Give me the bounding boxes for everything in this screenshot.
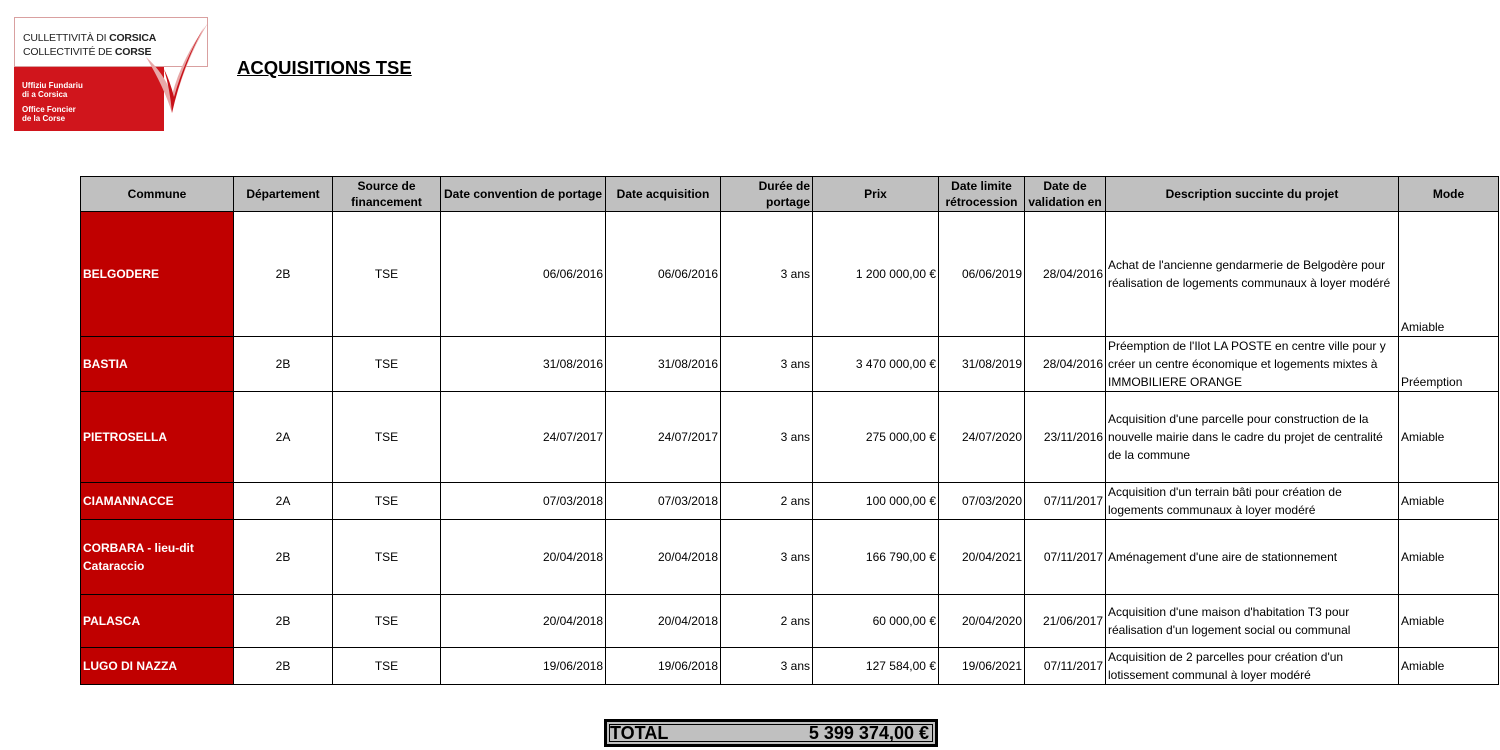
logo-line2-bold: CORSE — [114, 46, 152, 58]
cell-mode: Amiable — [1399, 520, 1499, 595]
table-row — [81, 212, 1499, 337]
cell-source: TSE — [333, 648, 441, 685]
cell-departement: 2B — [234, 520, 333, 595]
cell-date-validation: 07/11/2017 — [1025, 483, 1106, 520]
cell-source: TSE — [333, 595, 441, 648]
cell-commune: BELGODERE — [81, 212, 234, 337]
logo-line1-bold: CORSICA — [109, 32, 157, 44]
cell-date-validation: 07/11/2017 — [1025, 648, 1106, 685]
cell-mode: Amiable — [1399, 392, 1499, 483]
cell-mode: Amiable — [1399, 595, 1499, 648]
cell-prix: 60 000,00 € — [813, 595, 939, 648]
header-source: Source de financement — [333, 177, 441, 212]
cell-duree: 3 ans — [721, 212, 813, 337]
cell-date-acquisition: 20/04/2018 — [606, 595, 721, 648]
cell-commune: CORBARA - lieu-dit Cataraccio — [81, 520, 234, 595]
cell-prix: 3 470 000,00 € — [813, 337, 939, 392]
header-commune: Commune — [81, 177, 234, 212]
header-duree: Durée de portage — [721, 177, 813, 212]
cell-description: Acquisition de 2 parcelles pour création d'un lotissement communal à loyer modéré — [1106, 648, 1399, 685]
cell-date-acquisition: 07/03/2018 — [606, 483, 721, 520]
header-departement: Département — [234, 177, 333, 212]
cell-date-limite: 19/06/2021 — [939, 648, 1025, 685]
cell-source: TSE — [333, 483, 441, 520]
cell-duree: 3 ans — [721, 392, 813, 483]
cell-description: Achat de l'ancienne gendarmerie de Belgodère pour réalisation de logements communaux à loyer modéré — [1106, 212, 1399, 337]
header-mode: Mode — [1399, 177, 1499, 212]
table-header-row — [81, 177, 1499, 212]
cell-prix: 275 000,00 € — [813, 392, 939, 483]
cell-description: Préemption de l'Ilot LA POSTE en centre ville pour y créer un centre économique et logements mixtes à IMMOBILIERE ORANGE — [1106, 337, 1399, 392]
header-date-validation: Date de validation en — [1025, 177, 1106, 212]
cell-duree: 3 ans — [721, 520, 813, 595]
table-row — [81, 648, 1499, 685]
cell-departement: 2B — [234, 337, 333, 392]
cell-date-limite: 07/03/2020 — [939, 483, 1025, 520]
cell-commune: BASTIA — [81, 337, 234, 392]
table-row — [81, 483, 1499, 520]
cell-date-convention: 07/03/2018 — [441, 483, 606, 520]
cell-mode: Amiable — [1399, 483, 1499, 520]
page-title: ACQUISITIONS TSE — [237, 57, 412, 78]
cell-date-limite: 06/06/2019 — [939, 212, 1025, 337]
cell-description: Acquisition d'un terrain bâti pour création de logements communaux à loyer modéré — [1106, 483, 1399, 520]
cell-date-validation: 23/11/2016 — [1025, 392, 1106, 483]
cell-mode: Amiable — [1399, 212, 1499, 337]
cell-prix: 100 000,00 € — [813, 483, 939, 520]
cell-prix: 166 790,00 € — [813, 520, 939, 595]
total-label: TOTAL — [610, 723, 669, 743]
cell-date-acquisition: 06/06/2016 — [606, 212, 721, 337]
cell-date-validation: 28/04/2016 — [1025, 212, 1106, 337]
cell-date-limite: 20/04/2020 — [939, 595, 1025, 648]
header-description: Description succinte du projet — [1106, 177, 1399, 212]
cell-commune: LUGO DI NAZZA — [81, 648, 234, 685]
total-value: 5 399 374,00 € — [808, 723, 929, 743]
cell-date-validation: 21/06/2017 — [1025, 595, 1106, 648]
logo-line1-regular: CULLETTIVITÀ DI — [23, 32, 110, 44]
header-date-convention: Date convention de portage — [441, 177, 606, 212]
cell-date-limite: 20/04/2021 — [939, 520, 1025, 595]
cell-prix: 127 584,00 € — [813, 648, 939, 685]
cell-date-acquisition: 20/04/2018 — [606, 520, 721, 595]
cell-description: Acquisition d'une parcelle pour construction de la nouvelle mairie dans le cadre du projet de centralité de la commune — [1106, 392, 1399, 483]
corsica-logo — [14, 17, 208, 131]
cell-date-convention: 24/07/2017 — [441, 392, 606, 483]
table-row — [81, 337, 1499, 392]
cell-date-limite: 31/08/2019 — [939, 337, 1025, 392]
acquisitions-table — [80, 176, 1499, 685]
cell-date-acquisition: 24/07/2017 — [606, 392, 721, 483]
cell-source: TSE — [333, 392, 441, 483]
cell-date-convention: 20/04/2018 — [441, 595, 606, 648]
logo-subtitle-french: Office Foncier de la Corse — [22, 105, 76, 123]
table-row — [81, 392, 1499, 483]
cell-description: Aménagement d'une aire de stationnement — [1106, 520, 1399, 595]
cell-date-convention: 20/04/2018 — [441, 520, 606, 595]
cell-source: TSE — [333, 520, 441, 595]
cell-mode: Amiable — [1399, 648, 1499, 685]
cell-duree: 2 ans — [721, 595, 813, 648]
cell-date-convention: 31/08/2016 — [441, 337, 606, 392]
cell-date-acquisition: 31/08/2016 — [606, 337, 721, 392]
cell-departement: 2A — [234, 483, 333, 520]
checkmark-icon — [14, 17, 208, 131]
cell-date-limite: 24/07/2020 — [939, 392, 1025, 483]
cell-departement: 2B — [234, 212, 333, 337]
cell-duree: 3 ans — [721, 337, 813, 392]
cell-mode: Préemption — [1399, 337, 1499, 392]
cell-date-validation: 28/04/2016 — [1025, 337, 1106, 392]
total-box — [604, 719, 938, 747]
table-row — [81, 595, 1499, 648]
cell-source: TSE — [333, 337, 441, 392]
cell-commune: CIAMANNACCE — [81, 483, 234, 520]
cell-date-validation: 07/11/2017 — [1025, 520, 1106, 595]
cell-prix: 1 200 000,00 € — [813, 212, 939, 337]
cell-date-convention: 06/06/2016 — [441, 212, 606, 337]
cell-source: TSE — [333, 212, 441, 337]
header-prix: Prix — [813, 177, 939, 212]
cell-commune: PIETROSELLA — [81, 392, 234, 483]
cell-departement: 2B — [234, 648, 333, 685]
cell-departement: 2B — [234, 595, 333, 648]
table-row — [81, 520, 1499, 595]
cell-date-convention: 19/06/2018 — [441, 648, 606, 685]
cell-date-acquisition: 19/06/2018 — [606, 648, 721, 685]
cell-duree: 2 ans — [721, 483, 813, 520]
logo-line2-regular: COLLECTIVITÉ DE — [23, 46, 115, 58]
logo-subtitle-corsican: Uffiziu Fundariu di a Corsica — [22, 81, 83, 99]
cell-departement: 2A — [234, 392, 333, 483]
cell-commune: PALASCA — [81, 595, 234, 648]
header-date-limite: Date limite rétrocession — [939, 177, 1025, 212]
cell-description: Acquisition d'une maison d'habitation T3 pour réalisation d'un logement social ou communal — [1106, 595, 1399, 648]
cell-duree: 3 ans — [721, 648, 813, 685]
header-date-acquisition: Date acquisition — [606, 177, 721, 212]
